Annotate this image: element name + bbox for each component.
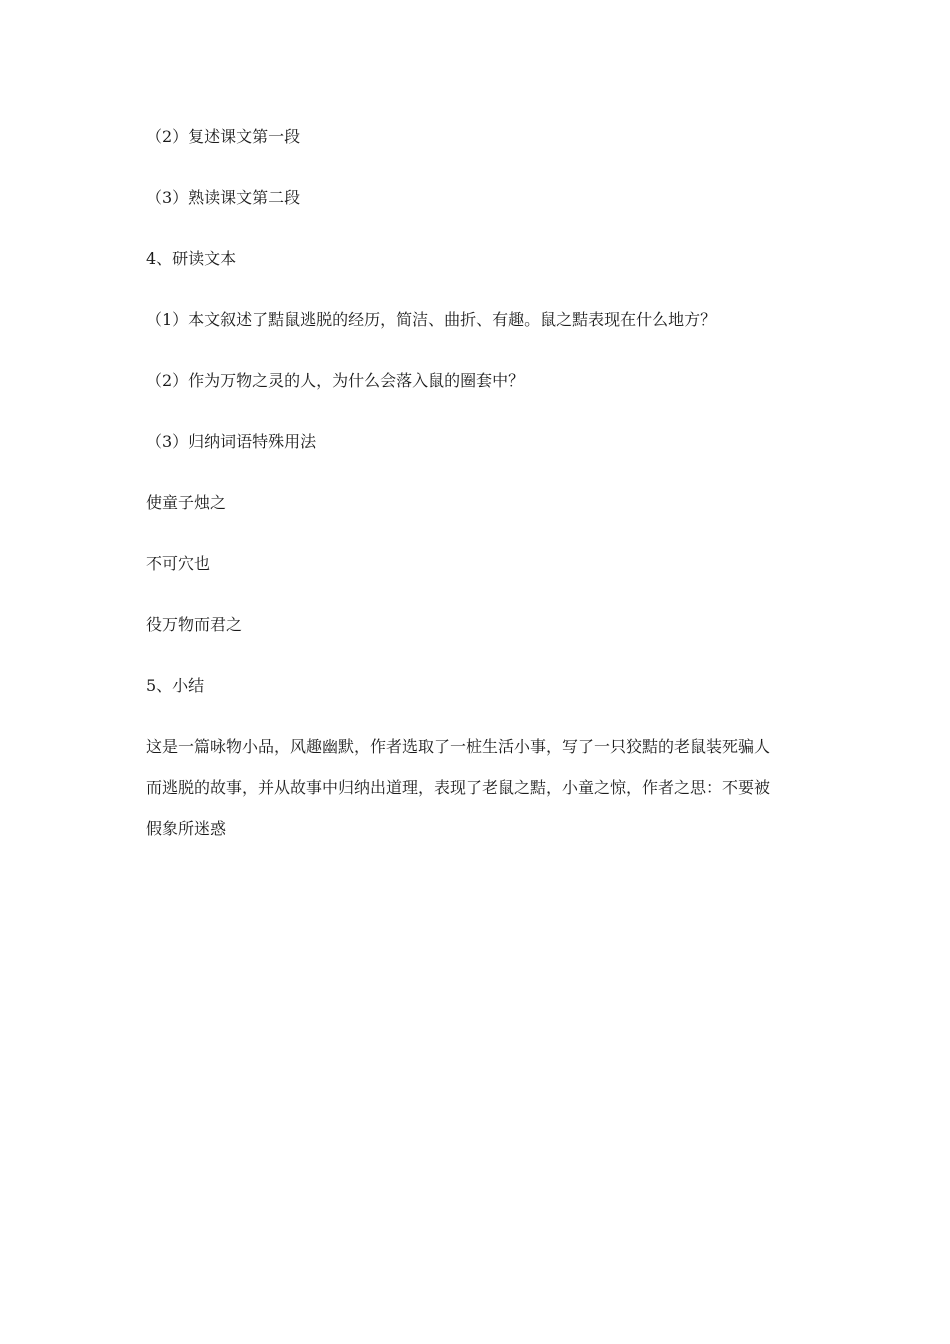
section-5-heading: 5、小结 [146, 676, 205, 695]
summary-line-3: 假象所迷惑 [146, 819, 227, 838]
word-usage-example-3: 役万物而君之 [146, 615, 243, 634]
summary-line-2: 而逃脱的故事，并从故事中归纳出道理，表现了老鼠之黠，小童之惊，作者之思：不要被 [146, 778, 771, 797]
word-usage-example-1: 使童子烛之 [146, 493, 227, 512]
question-3: （3）归纳词语特殊用法 [146, 432, 317, 451]
step-3-read-paragraph-2: （3）熟读课文第二段 [146, 188, 301, 207]
summary-paragraph [146, 726, 816, 849]
section-4-heading: 4、研读文本 [146, 249, 237, 268]
question-1: （1）本文叙述了黠鼠逃脱的经历，简洁、曲折、有趣。鼠之黠表现在什么地方？ [146, 310, 717, 329]
word-usage-example-2: 不可穴也 [146, 554, 211, 573]
step-2-retell-paragraph-1: （2）复述课文第一段 [146, 127, 301, 146]
summary-line-1: 这是一篇咏物小品，风趣幽默，作者选取了一桩生活小事，写了一只狡黠的老鼠装死骗人 [146, 737, 771, 756]
question-2: （2）作为万物之灵的人，为什么会落入鼠的圈套中？ [146, 371, 525, 390]
